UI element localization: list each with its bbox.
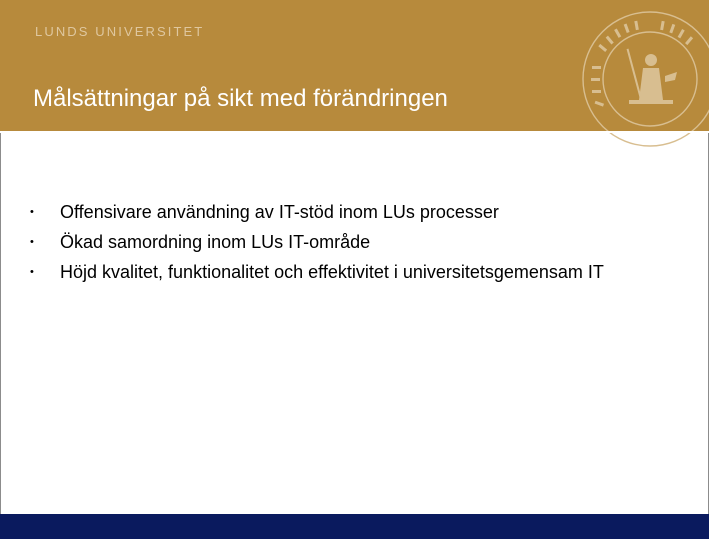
bullet-icon: • [30, 206, 34, 218]
bullet-text: Offensivare användning av IT-stöd inom LUs processer [60, 202, 499, 222]
bullet-text: Ökad samordning inom LUs IT-område [60, 232, 371, 252]
slide-title: Målsättningar på sikt med förändringen [33, 85, 448, 112]
content-area [0, 133, 709, 514]
slide-header [0, 0, 709, 131]
university-name: LUNDS UNIVERSITET [35, 24, 205, 39]
university-seal-icon [579, 8, 709, 150]
bullet-icon: • [30, 236, 34, 248]
footer-bar [0, 514, 709, 539]
bullet-icon: • [30, 266, 34, 278]
bullet-text: Höjd kvalitet, funktionalitet och effektivitet i universitetsgemensam IT [60, 262, 604, 282]
